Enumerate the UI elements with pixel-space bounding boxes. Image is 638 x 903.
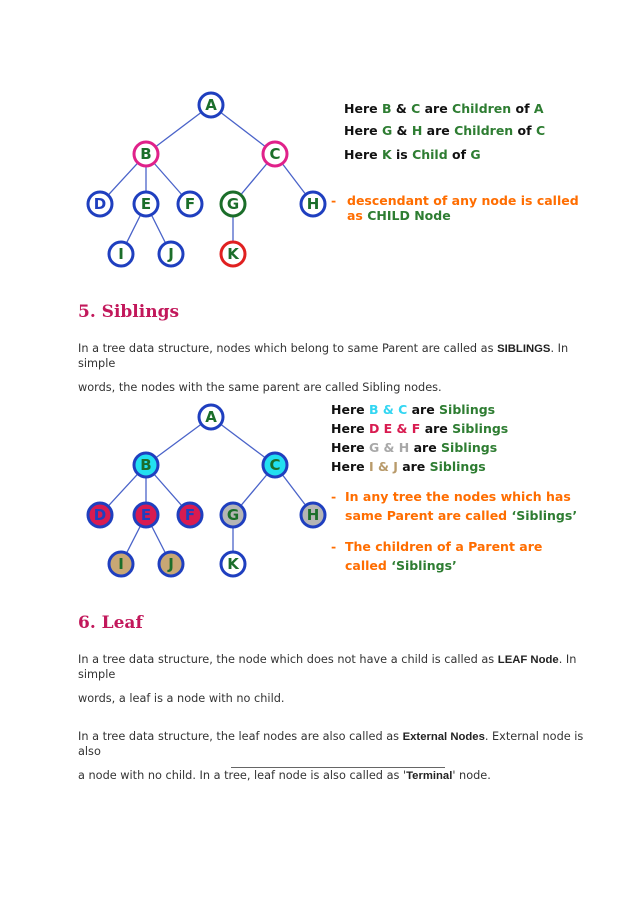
note-segment: are (420, 421, 453, 436)
node-i-label: I (118, 245, 124, 263)
leaf-p1-text: In a tree data structure, the node which does not have a child is called as (78, 653, 498, 666)
child-bullet (331, 193, 579, 223)
note-segment: D E & F (368, 421, 421, 436)
leaf-paragraph-2: words, a leaf is a node with no child. (78, 692, 285, 705)
child-note-3 (344, 147, 481, 162)
note-segment: Here (344, 147, 382, 162)
sib-node-f-label: F (184, 506, 196, 524)
siblings-p1-post: . In (550, 342, 569, 355)
child-bullet-line2-hl: CHILD Node (367, 208, 451, 223)
siblings-p1-text: In a tree data structure, nodes which belong to same Parent are called as (78, 342, 498, 355)
terminal-keyword: Terminal (406, 770, 453, 782)
sib-node-g-label: G (226, 506, 240, 524)
note-segment: C (411, 101, 421, 116)
note-segment: G (381, 123, 393, 138)
child-note-2 (344, 123, 545, 138)
siblings-bullet-1-dash: - (331, 489, 337, 504)
note-segment: Siblings (439, 402, 496, 417)
siblings-bullet-1 (331, 487, 577, 525)
leaf-paragraph-4 (78, 769, 491, 782)
note-segment: are (422, 123, 455, 138)
node-f-label: F (184, 195, 196, 213)
leaf-p4-text: a node with no child. In a tree, leaf node is also called as ' (78, 769, 407, 782)
note-segment: Siblings (441, 440, 498, 455)
siblings-bullet-1-line2-hl: ‘Siblings’ (511, 508, 578, 523)
node-e-label: E (140, 195, 152, 213)
note-segment: Siblings (429, 459, 486, 474)
leaf-paragraph-3-line2: also (78, 745, 101, 758)
leaf-p3-post: . External node is (484, 730, 584, 743)
node-j-label: J (168, 245, 174, 263)
sib-node-j-label: J (168, 555, 174, 573)
node-c-label: C (269, 145, 281, 163)
note-segment: K (381, 147, 392, 162)
note-segment: Here (331, 421, 369, 436)
child-bullet-line2-pre: as (347, 208, 368, 223)
note-segment: Siblings (452, 421, 509, 436)
child-bullet-line1: descendant of any node is called (347, 193, 579, 208)
sib-node-b-label: B (140, 456, 152, 474)
note-segment: Children (452, 101, 512, 116)
note-segment: & (392, 123, 412, 138)
note-segment: of (513, 123, 536, 138)
note-segment: H (411, 123, 423, 138)
note-segment: C (535, 123, 546, 138)
divider-line (231, 767, 445, 768)
sib-node-k-label: K (227, 555, 239, 573)
leaf-p3-text: In a tree data structure, the leaf nodes are also called as (78, 730, 403, 743)
note-segment: Here (331, 440, 369, 455)
siblings-bullet-2-line1: The children of a Parent are (345, 539, 543, 554)
note-segment: A (533, 101, 544, 116)
leaf-p4-post: ' node. (452, 769, 491, 782)
external-nodes-keyword: External Nodes (402, 731, 485, 743)
leaf-paragraph-1-line2: simple (78, 668, 116, 681)
note-segment: are (409, 440, 442, 455)
leaf-keyword: LEAF Node (497, 654, 559, 666)
leaf-paragraph-1 (78, 653, 576, 666)
sib-node-d-label: D (93, 506, 107, 524)
section-heading-leaf: 6. Leaf (78, 613, 143, 633)
siblings-bullet-2-line2-pre: called (345, 558, 392, 573)
leaf-paragraph-3 (78, 730, 583, 743)
child-bullet-dash: - (331, 193, 337, 208)
leaf-p1-post: . In (558, 653, 577, 666)
siblings-note-1 (331, 402, 495, 417)
node-h-label: H (306, 195, 320, 213)
sib-node-c-label: C (269, 456, 281, 474)
note-segment: Here (344, 123, 382, 138)
node-b-label: B (140, 145, 152, 163)
section-heading-siblings: 5. Siblings (78, 302, 180, 322)
node-k-label: K (227, 245, 239, 263)
note-segment: B (381, 101, 392, 116)
siblings-keyword: SIBLINGS (497, 343, 551, 355)
siblings-note-4 (331, 459, 486, 474)
note-segment: & (391, 101, 412, 116)
siblings-paragraph-2: words, the nodes with the same parent are called Sibling nodes. (78, 381, 442, 394)
siblings-note-2 (331, 421, 508, 436)
siblings-bullet-2-dash: - (331, 539, 337, 554)
note-segment: are (397, 459, 430, 474)
siblings-bullet-2 (331, 537, 542, 575)
note-segment: is (391, 147, 413, 162)
note-segment: are (407, 402, 440, 417)
siblings-bullet-1-line1: In any tree the nodes which has (345, 489, 571, 504)
note-segment: of (447, 147, 471, 162)
note-segment: Here (331, 459, 369, 474)
node-a-label: A (205, 96, 217, 114)
note-segment: Child (412, 147, 448, 162)
note-segment: Here (331, 402, 369, 417)
node-g-label: G (226, 195, 240, 213)
note-segment: I & J (368, 459, 398, 474)
sib-node-i-label: I (118, 555, 124, 573)
siblings-bullet-1-line2-pre: same Parent are called (345, 508, 512, 523)
note-segment: Children (454, 123, 514, 138)
sib-node-e-label: E (140, 506, 152, 524)
note-segment: Here (344, 101, 382, 116)
siblings-paragraph-1 (78, 342, 568, 355)
node-d-label: D (93, 195, 107, 213)
note-segment: G & H (368, 440, 410, 455)
siblings-paragraph-1-line2: simple (78, 357, 116, 370)
sib-node-a-label: A (205, 408, 217, 426)
note-segment: G (470, 147, 481, 162)
child-note-1 (344, 101, 544, 116)
siblings-note-3 (331, 440, 497, 455)
note-segment: B & C (368, 402, 408, 417)
note-segment: of (511, 101, 534, 116)
note-segment: are (420, 101, 453, 116)
siblings-bullet-2-line2-hl: ‘Siblings’ (391, 558, 457, 573)
sib-node-h-label: H (306, 506, 320, 524)
